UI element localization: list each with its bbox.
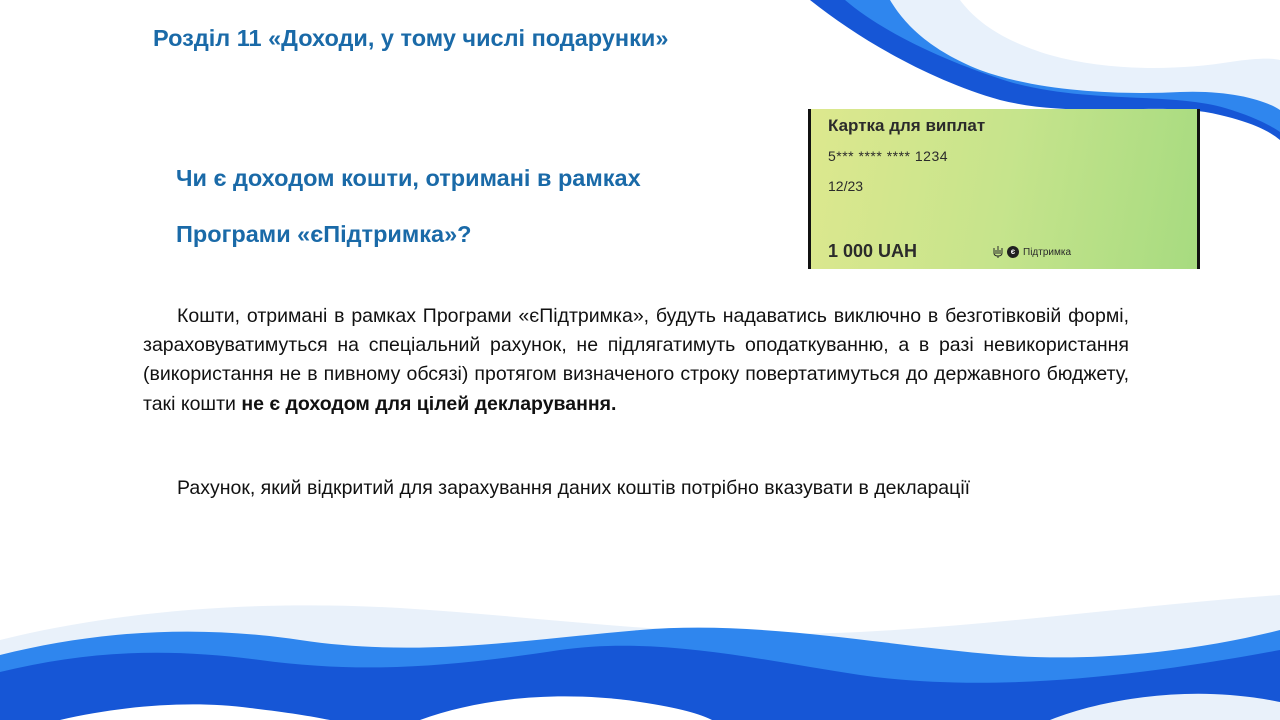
paragraph-account-declaration <box>143 474 1129 503</box>
paragraph-1-text: Кошти, отримані в рамках Програми «єПідтримка», будуть надаватись виключно в безготівковій формі, зараховуватимуться на спеціальний рахунок, не підлягатимуть оподаткуванню, а в разі невикористання (використання не в пивному обсязі) протягом визначеного строку повертатимуться до державного бюджету, такі кошти <box>143 305 1129 415</box>
card-expiry: 12/23 <box>828 178 864 194</box>
e-icon: є <box>1007 246 1019 258</box>
paragraph-2-text: Рахунок, який відкритий для зарахування даних коштів потрібно вказувати в декларації <box>177 477 971 499</box>
card-title: Картка для виплат <box>828 116 986 135</box>
question-heading <box>176 150 641 262</box>
question-line-2: Програми «єПідтримка»? <box>176 221 472 247</box>
question-line-1: Чи є доходом кошти, отримані в рамках <box>176 165 641 191</box>
card-brand <box>993 246 1071 258</box>
card-number: 5*** **** **** 1234 <box>828 148 949 164</box>
paragraph-epidtrymka-info <box>143 302 1129 419</box>
paragraph-1-bold: не є доходом для цілей декларування. <box>241 392 617 415</box>
payment-card-image <box>808 109 1200 269</box>
trident-icon <box>993 246 1003 258</box>
slide-title: Розділ 11 «Доходи, у тому числі подарунки» <box>153 25 669 51</box>
card-amount: 1 000 UAH <box>828 241 918 261</box>
card-brand-label: Підтримка <box>1023 246 1072 258</box>
